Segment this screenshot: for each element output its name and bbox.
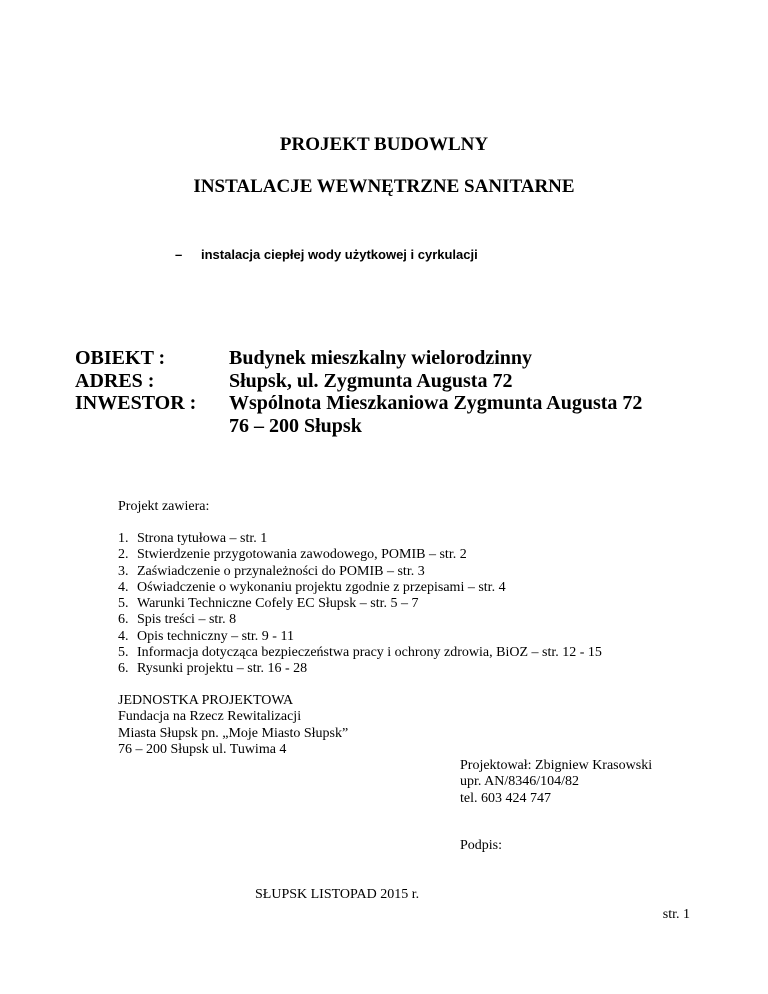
obiekt-value: Budynek mieszkalny wielorodzinny bbox=[229, 347, 533, 369]
obiekt-label: OBIEKT : bbox=[75, 347, 166, 369]
list-item-text: Informacja dotycząca bezpieczeństwa pracy i ochrony zdrowia, BiOZ – str. 12 - 15 bbox=[137, 645, 602, 661]
list-item bbox=[118, 645, 602, 661]
inwestor-value: Wspólnota Mieszkaniowa Zygmunta Augusta 72 bbox=[229, 392, 643, 414]
design-unit-name-cont: Miasta Słupsk pn. „Moje Miasto Słupsk” bbox=[118, 725, 349, 741]
list-item bbox=[118, 547, 602, 563]
contents-list bbox=[118, 531, 602, 678]
signature-label: Podpis: bbox=[460, 838, 503, 853]
list-item bbox=[118, 596, 602, 612]
list-item-text: Spis treści – str. 8 bbox=[137, 612, 237, 628]
designer-phone: tel. 603 424 747 bbox=[460, 790, 551, 806]
design-unit-name: Fundacja na Rzecz Rewitalizacji bbox=[118, 709, 302, 725]
place-date: SŁUPSK LISTOPAD 2015 r. bbox=[255, 887, 420, 902]
list-item-number: 4. bbox=[118, 579, 129, 595]
list-item-number: 6. bbox=[118, 661, 129, 677]
list-item-number: 6. bbox=[118, 612, 129, 628]
designer-name: Projektował: Zbigniew Krasowski bbox=[460, 758, 653, 773]
list-item-text: Oświadczenie o wykonaniu projektu zgodnie z przepisami – str. 4 bbox=[137, 579, 506, 595]
contents-heading: Projekt zawiera: bbox=[118, 499, 210, 514]
list-item-number: 5. bbox=[118, 645, 129, 661]
list-item bbox=[118, 580, 602, 596]
list-item-number: 2. bbox=[118, 547, 129, 563]
list-item-number: 1. bbox=[118, 531, 129, 546]
design-unit-address: 76 – 200 Słupsk ul. Tuwima 4 bbox=[118, 741, 287, 757]
list-item-number: 4. bbox=[118, 628, 129, 644]
list-item-text: Strona tytułowa – str. 1 bbox=[137, 531, 268, 546]
list-item bbox=[118, 661, 602, 677]
scope-bullet-text: instalacja ciepłej wody użytkowej i cyrkulacji bbox=[201, 247, 478, 262]
list-item bbox=[118, 629, 602, 645]
scope-bullet-dash: – bbox=[175, 247, 183, 262]
list-item-text: Warunki Techniczne Cofely EC Słupsk – str. 5 – 7 bbox=[137, 596, 419, 612]
list-item-text: Stwierdzenie przygotowania zawodowego, POMIB – str. 2 bbox=[137, 547, 467, 563]
list-item-text: Zaświadczenie o przynależności do POMIB – str. 3 bbox=[137, 563, 425, 579]
document-subtitle: INSTALACJE WEWNĘTRZNE SANITARNE bbox=[193, 176, 575, 197]
adres-label: ADRES : bbox=[75, 370, 155, 392]
list-item bbox=[118, 612, 602, 628]
list-item-number: 3. bbox=[118, 563, 129, 579]
list-item-text: Opis techniczny – str. 9 - 11 bbox=[137, 628, 294, 644]
designer-license: upr. AN/8346/104/82 bbox=[460, 774, 580, 790]
page-number: str. 1 bbox=[662, 907, 690, 922]
inwestor-postal: 76 – 200 Słupsk bbox=[229, 415, 362, 437]
list-item-text: Rysunki projektu – str. 16 - 28 bbox=[137, 661, 308, 677]
design-unit-block bbox=[118, 693, 348, 758]
document-title: PROJEKT BUDOWLNY bbox=[279, 134, 489, 155]
list-item bbox=[118, 531, 602, 547]
design-unit-heading: JEDNOSTKA PROJEKTOWA bbox=[118, 693, 294, 708]
designer-block bbox=[460, 758, 652, 807]
adres-value: Słupsk, ul. Zygmunta Augusta 72 bbox=[229, 370, 513, 392]
list-item bbox=[118, 564, 602, 580]
inwestor-label: INWESTOR : bbox=[75, 392, 197, 414]
list-item-number: 5. bbox=[118, 596, 129, 612]
